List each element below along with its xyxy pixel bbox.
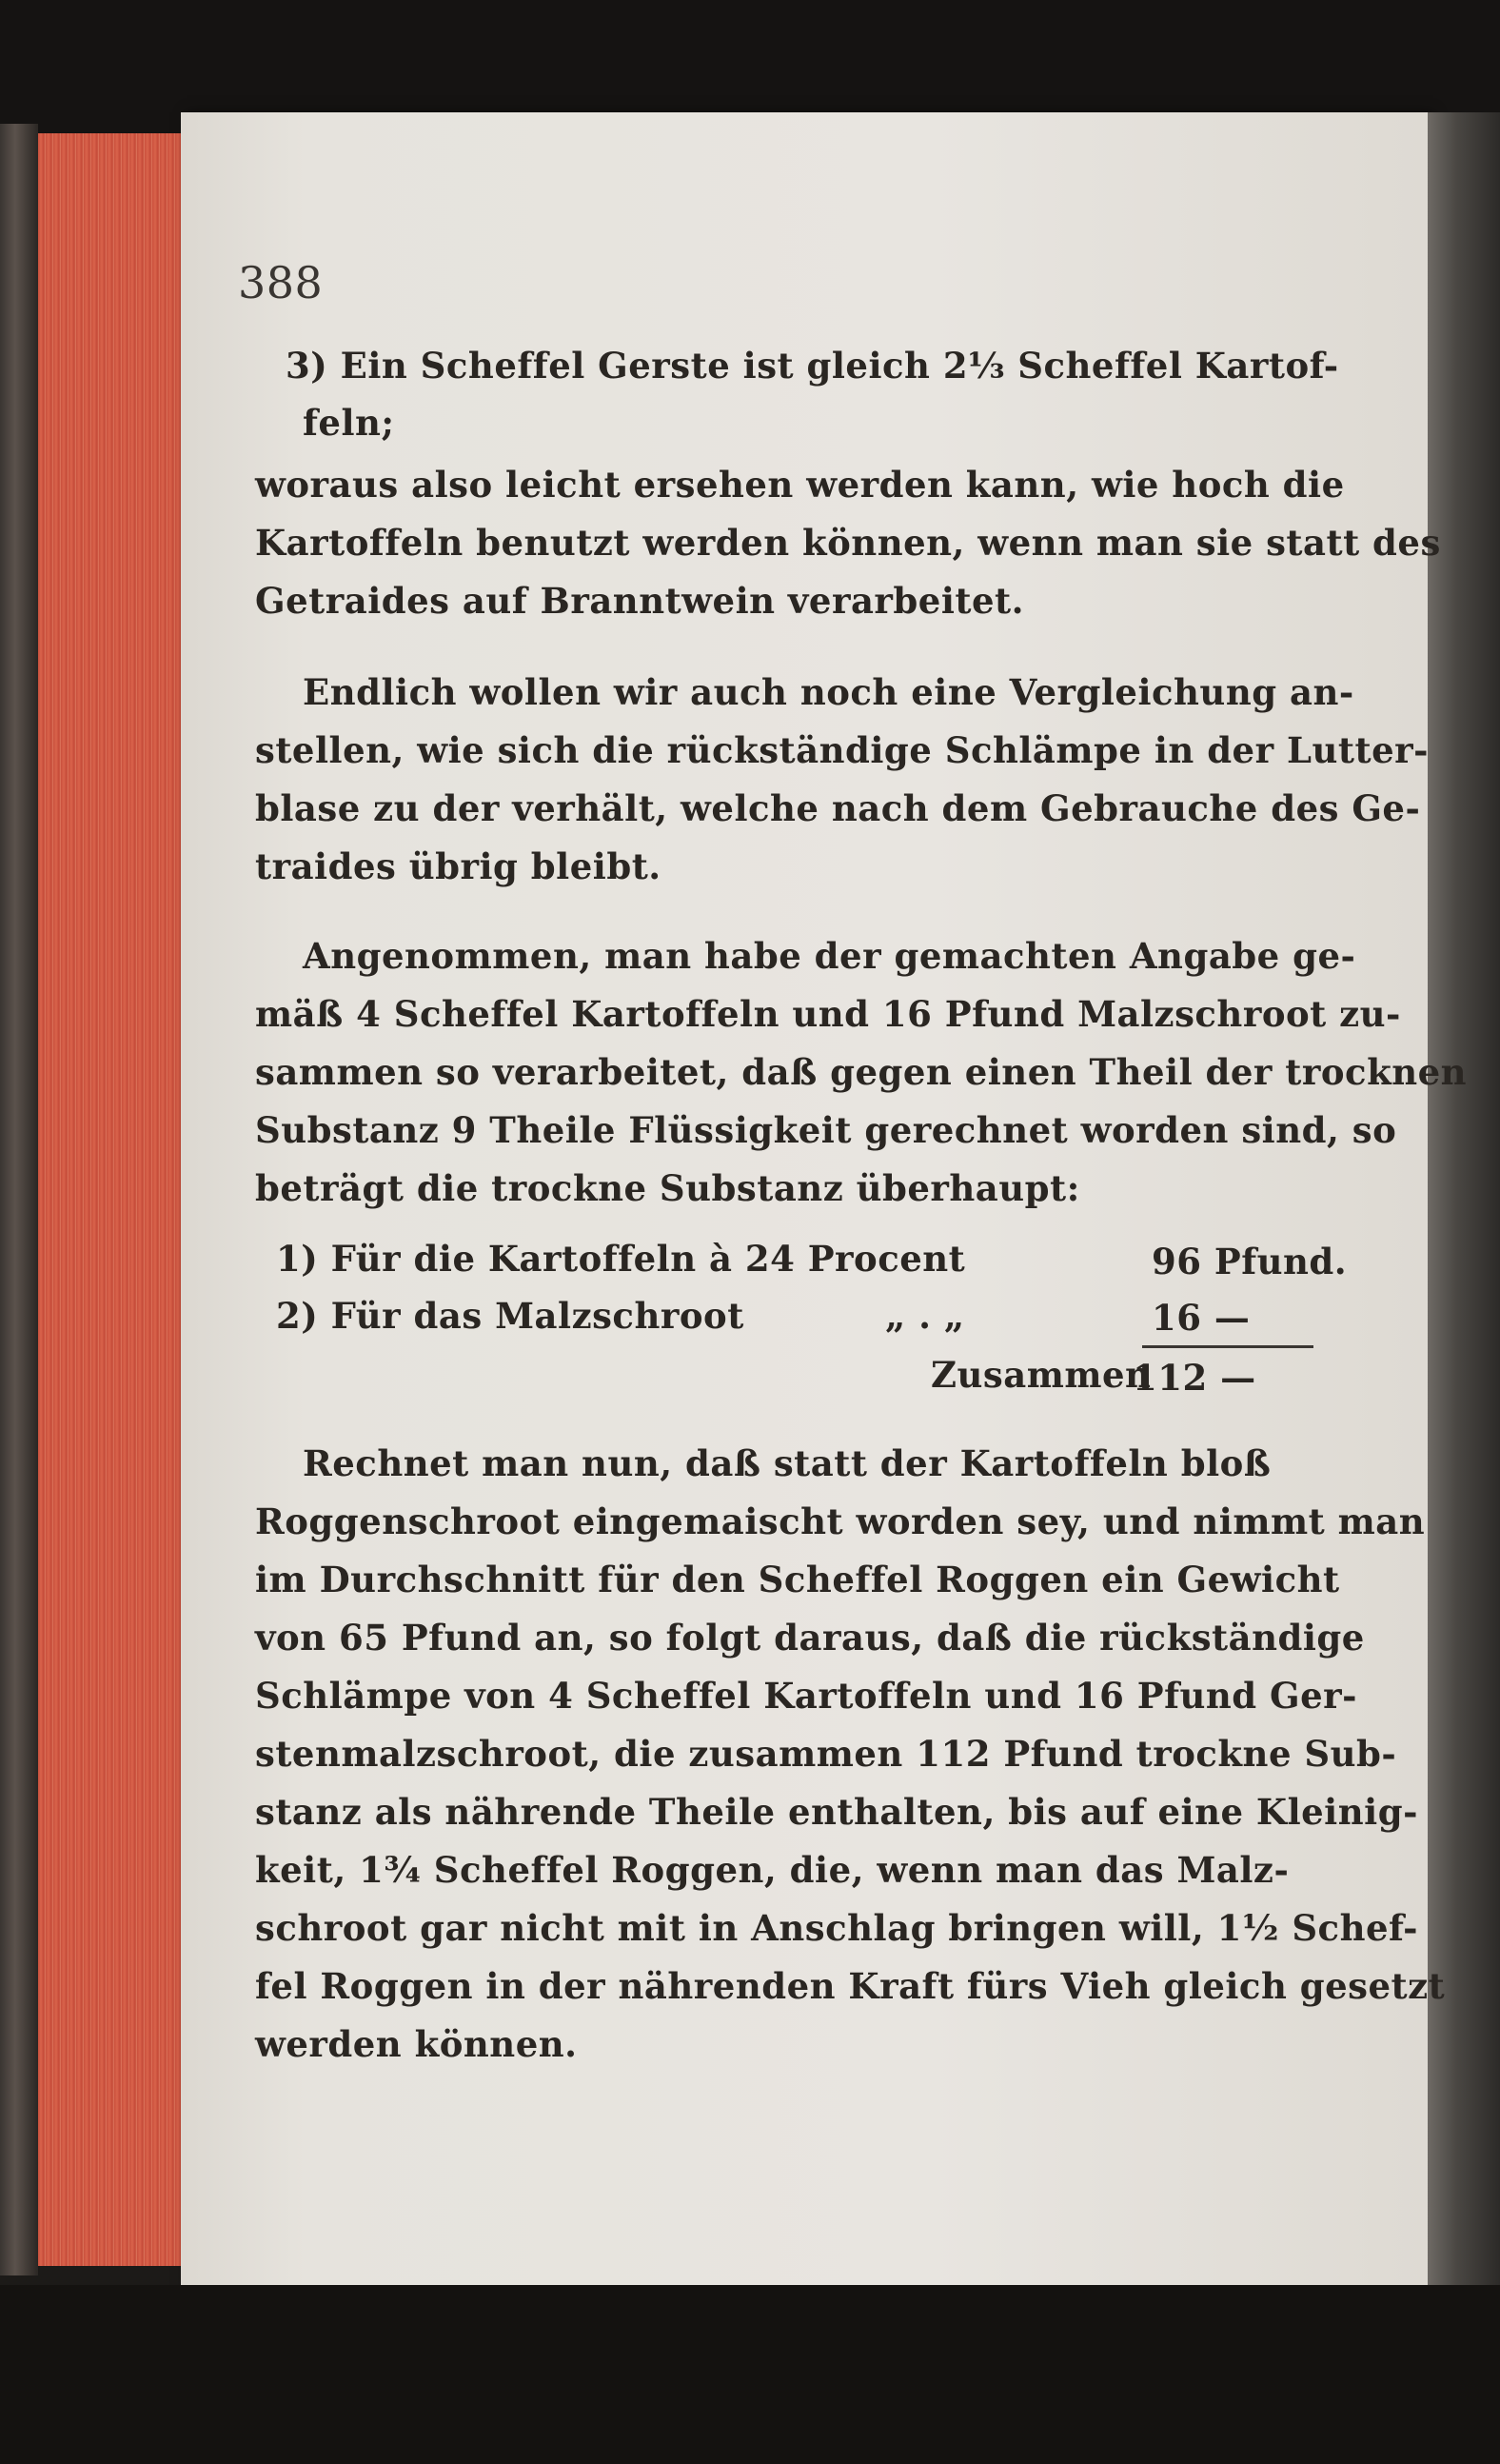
- table-total-value: 112 —: [1133, 1357, 1256, 1399]
- table-row-1-label: 1) Für die Kartoffeln à 24 Procent: [276, 1238, 966, 1280]
- paragraph-2-line: stellen, wie sich die rückständige Schlämpe in der Lutter-: [255, 729, 1429, 771]
- paragraph-4-line: Schlämpe von 4 Scheffel Kartoffeln und 16 Pfund Ger-: [255, 1675, 1358, 1717]
- paragraph-4-line: keit, 1¾ Scheffel Roggen, die, wenn man das Malz-: [255, 1849, 1290, 1891]
- paragraph-2-line: blase zu der verhält, welche nach dem Gebrauche des Ge-: [255, 787, 1421, 829]
- paragraph-2-line: traides übrig bleibt.: [255, 845, 661, 887]
- paragraph-4-line: werden können.: [255, 2023, 578, 2065]
- paragraph-4-line: von 65 Pfund an, so folgt daraus, daß die rückständige: [255, 1617, 1365, 1659]
- table-row-2-value: 16 —: [1152, 1297, 1251, 1339]
- paragraph-4-line: im Durchschnitt für den Scheffel Roggen ein Gewicht: [255, 1559, 1340, 1600]
- sum-rule: [1142, 1345, 1313, 1348]
- table-total-label: Zusammen: [931, 1354, 1152, 1396]
- paragraph-4-line: Roggenschroot eingemaischt worden sey, und nimmt man: [255, 1500, 1426, 1542]
- table-row-2-dots: „ . „: [885, 1295, 965, 1337]
- table-row-2-label: 2) Für das Malzschroot: [276, 1295, 744, 1337]
- book-binding: [0, 124, 38, 2275]
- paragraph-4-line: schroot gar nicht mit in Anschlag bringen will, 1½ Schef-: [255, 1907, 1418, 1949]
- paragraph-1-line: woraus also leicht ersehen werden kann, wie hoch die: [255, 464, 1345, 506]
- paragraph-1-line: Kartoffeln benutzt werden können, wenn man sie statt des: [255, 522, 1441, 564]
- paragraph-4-line: fel Roggen in der nährenden Kraft fürs Vieh gleich gesetzt: [255, 1965, 1446, 2007]
- paragraph-3-line: Substanz 9 Theile Flüssigkeit gerechnet worden sind, so: [255, 1109, 1397, 1151]
- paragraph-4-line: stanz als nährende Theile enthalten, bis auf eine Kleinig-: [255, 1791, 1418, 1833]
- paragraph-3-line: sammen so verarbeitet, daß gegen einen Theil der trocknen: [255, 1051, 1468, 1093]
- background-bottom: [0, 2285, 1500, 2464]
- paragraph-4-line: Rechnet man nun, daß statt der Kartoffeln bloß: [303, 1442, 1272, 1484]
- item-3-line-2: feln;: [303, 402, 395, 444]
- page-number: 388: [238, 257, 324, 308]
- page-edges: [38, 133, 183, 2266]
- paragraph-3-line: Angenommen, man habe der gemachten Angabe ge-: [303, 935, 1356, 977]
- table-row-1-value: 96 Pfund.: [1152, 1241, 1348, 1282]
- paragraph-4-line: stenmalzschroot, die zusammen 112 Pfund trockne Sub-: [255, 1733, 1397, 1775]
- paragraph-2-line: Endlich wollen wir auch noch eine Vergleichung an-: [303, 671, 1354, 713]
- item-3-line-1: 3) Ein Scheffel Gerste ist gleich 2⅓ Scheffel Kartof-: [286, 345, 1339, 387]
- paragraph-1-line: Getraides auf Branntwein verarbeitet.: [255, 580, 1024, 622]
- paragraph-3-line: beträgt die trockne Substanz überhaupt:: [255, 1167, 1080, 1209]
- paragraph-3-line: mäß 4 Scheffel Kartoffeln und 16 Pfund Malzschroot zu-: [255, 993, 1401, 1035]
